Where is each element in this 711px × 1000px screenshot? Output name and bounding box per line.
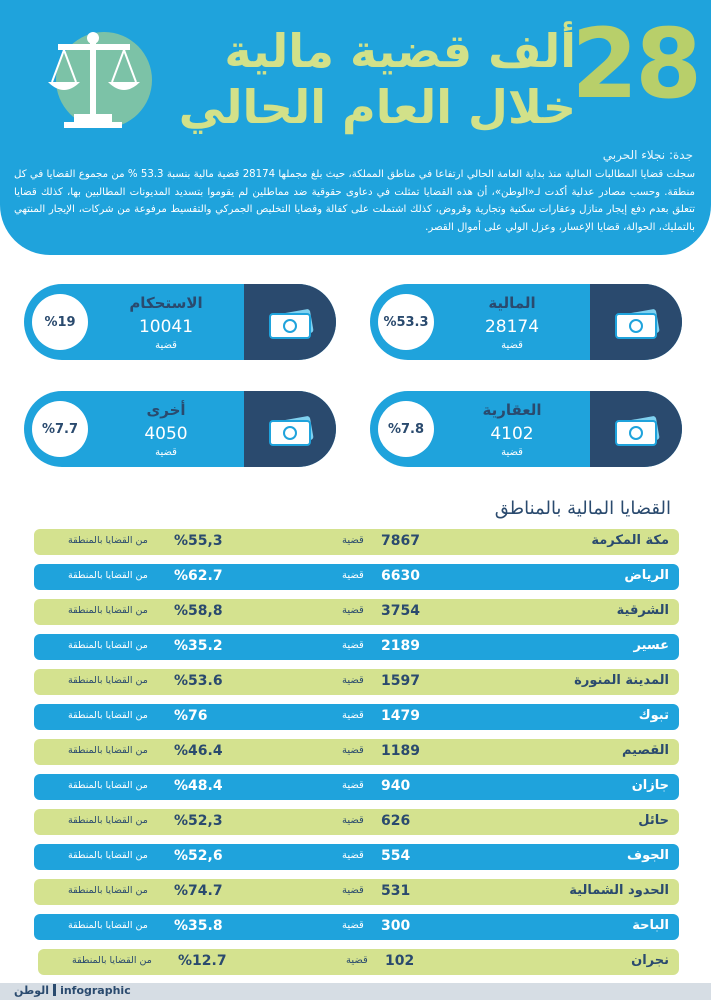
region-pct: %52,3: [174, 813, 223, 829]
stat-card-pct: %7.7: [32, 401, 88, 457]
region-unit: قضية: [342, 570, 364, 581]
region-pct: %58,8: [174, 603, 223, 619]
region-name: المدينة المنورة: [574, 673, 669, 688]
stat-card-number: 4050: [144, 424, 188, 444]
region-name: الرياض: [624, 568, 669, 583]
stat-card-pct: %53.3: [378, 294, 434, 350]
table-row: [34, 704, 679, 730]
footer-bar: [0, 983, 711, 1000]
region-pct: %35.2: [174, 638, 223, 654]
region-label: من القضايا بالمنطقة: [72, 955, 152, 966]
region-label: من القضايا بالمنطقة: [68, 885, 148, 896]
table-row: [34, 914, 679, 940]
region-count: 3754: [381, 603, 420, 619]
region-unit: قضية: [342, 710, 364, 721]
table-row: [34, 634, 679, 660]
region-count: 1189: [381, 743, 420, 759]
money-icon: [610, 302, 664, 342]
stat-card-real-estate: [370, 391, 682, 467]
stat-card-unit: قضية: [155, 340, 177, 351]
table-row: [34, 879, 679, 905]
region-name: الحدود الشمالية: [569, 883, 669, 898]
region-label: من القضايا بالمنطقة: [68, 780, 148, 791]
region-name: حائل: [638, 813, 669, 828]
region-pct: %46.4: [174, 743, 223, 759]
table-row: [34, 529, 679, 555]
intro-paragraph: سجلت قضايا المطالبات المالية منذ بداية العامة الحالي ارتفاعا في مناطق المملكة، حيث بلغ مجملها 28174 قضية مالية بنسبة 53.3 % من مجموع القضايا في كل منطقة. وحسب مصادر عدلية أكدت لـ«الوطن»، أن هذه القضايا تمثلت في دعاوى حقوقية ضد مماطلين لم يقوموا بتسديد المديونات المطالبين بها، كذلك قضايا تتعلق بعدم دفع إيجار منازل وعقارات سكنية وتجارية وقروض، كذلك اشتملت على كفالة وقضايا التخليص الجمركي والتقسيط مرفوعة من شركات، الإيجار المنتهي بالتمليك، الحوالة، قضايا الإعسار، وعزل الولي على أموال القصر.: [14, 169, 696, 233]
region-name: الجوف: [627, 848, 669, 863]
stat-card-title: العقارية: [482, 401, 542, 419]
region-unit: قضية: [342, 605, 364, 616]
stat-card-title: الاستحكام: [129, 294, 203, 312]
region-count: 1597: [381, 673, 420, 689]
region-pct: %76: [174, 708, 208, 724]
brand-name: الوطن: [14, 984, 50, 997]
table-row: [38, 949, 679, 975]
header-banner: [0, 0, 711, 255]
region-label: من القضايا بالمنطقة: [68, 640, 148, 651]
region-unit: قضية: [342, 850, 364, 861]
region-count: 102: [385, 953, 415, 969]
region-label: من القضايا بالمنطقة: [68, 815, 148, 826]
region-count: 626: [381, 813, 411, 829]
region-unit: قضية: [342, 535, 364, 546]
region-pct: %53.6: [174, 673, 223, 689]
region-name: تبوك: [638, 708, 669, 723]
table-row: [34, 739, 679, 765]
region-unit: قضية: [342, 640, 364, 651]
region-label: من القضايا بالمنطقة: [68, 605, 148, 616]
region-name: نجران: [631, 953, 669, 968]
money-icon: [610, 409, 664, 449]
region-label: من القضايا بالمنطقة: [68, 570, 148, 581]
region-label: من القضايا بالمنطقة: [68, 850, 148, 861]
region-count: 7867: [381, 533, 420, 549]
money-icon: [264, 409, 318, 449]
region-unit: قضية: [342, 675, 364, 686]
region-count: 300: [381, 918, 411, 934]
region-pct: %55,3: [174, 533, 223, 549]
region-count: 2189: [381, 638, 420, 654]
table-row: [34, 669, 679, 695]
section-title: القضايا المالية بالمناطق: [494, 498, 671, 519]
region-label: من القضايا بالمنطقة: [68, 710, 148, 721]
table-row: [34, 599, 679, 625]
region-name: جازان: [631, 778, 669, 793]
stat-card-financial: [370, 284, 682, 360]
stat-card-pct: %19: [32, 294, 88, 350]
region-label: من القضايا بالمنطقة: [68, 745, 148, 756]
headline-line-2: خلال العام الحالي: [178, 80, 576, 134]
stat-card-title: المالية: [488, 294, 536, 312]
region-pct: %35.8: [174, 918, 223, 934]
region-count: 940: [381, 778, 411, 794]
money-icon: [264, 302, 318, 342]
stat-card-number: 4102: [490, 424, 534, 444]
headline-number: 28: [571, 8, 699, 120]
region-pct: %52,6: [174, 848, 223, 864]
stat-card-number: 28174: [484, 317, 540, 337]
stat-card-other: [24, 391, 336, 467]
stat-card-unit: قضية: [501, 340, 523, 351]
region-unit: قضية: [346, 955, 368, 966]
stat-card-number: 10041: [138, 317, 194, 337]
table-row: [34, 774, 679, 800]
region-unit: قضية: [342, 780, 364, 791]
stat-card-unit: قضية: [155, 447, 177, 458]
region-label: من القضايا بالمنطقة: [68, 920, 148, 931]
region-name: الباحة: [632, 918, 669, 933]
headline-line-1: ألف قضية مالية: [224, 24, 576, 78]
brand-logo: [14, 984, 131, 997]
stat-card-title-deed: [24, 284, 336, 360]
stat-card-unit: قضية: [501, 447, 523, 458]
region-pct: %12.7: [178, 953, 227, 969]
byline: جدة: نجلاء الحربي: [602, 148, 693, 162]
justice-scale-icon: [18, 18, 168, 148]
region-count: 1479: [381, 708, 420, 724]
region-unit: قضية: [342, 920, 364, 931]
region-count: 554: [381, 848, 411, 864]
region-unit: قضية: [342, 745, 364, 756]
stat-card-title: أخرى: [146, 401, 186, 419]
region-pct: %48.4: [174, 778, 223, 794]
region-count: 531: [381, 883, 411, 899]
region-unit: قضية: [342, 885, 364, 896]
region-name: الشرقية: [616, 603, 669, 618]
region-name: عسير: [633, 638, 669, 653]
region-pct: %62.7: [174, 568, 223, 584]
brand-tag: infographic: [60, 984, 131, 997]
stat-card-pct: %7.8: [378, 401, 434, 457]
region-name: مكة المكرمة: [591, 533, 669, 548]
region-unit: قضية: [342, 815, 364, 826]
region-name: القصيم: [621, 743, 669, 758]
region-label: من القضايا بالمنطقة: [68, 535, 148, 546]
region-count: 6630: [381, 568, 420, 584]
table-row: [34, 564, 679, 590]
table-row: [34, 844, 679, 870]
table-row: [34, 809, 679, 835]
region-pct: %74.7: [174, 883, 223, 899]
region-label: من القضايا بالمنطقة: [68, 675, 148, 686]
